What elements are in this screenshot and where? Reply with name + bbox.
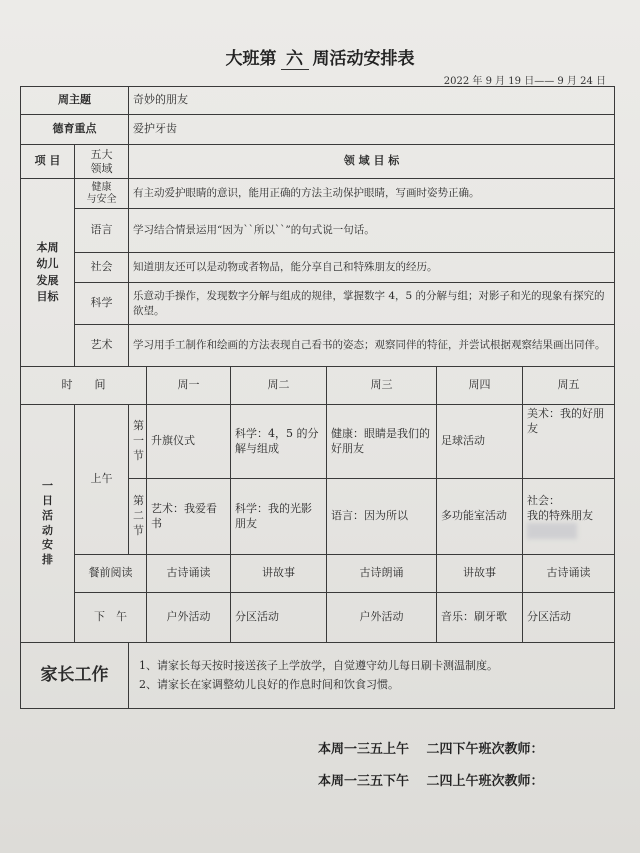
schedule-cell: 讲故事 [231,555,327,593]
schedule-table [20,86,615,709]
footer-line-1: 本周一三五上午 二四下午班次教师： [318,742,544,757]
reading-label: 餐前阅读 [75,555,147,593]
schedule-cell: 分区活动 [231,593,327,643]
goal-row [21,283,615,325]
goal-row [21,253,615,283]
parents-row [21,643,615,709]
goal-text: 学习用手工制作和绘画的方法表现自己看书的姿态；观察同伴的特征，并尝试根据观察结果画出同伴。 [129,325,615,367]
title-suffix: 周活动安排表 [312,49,415,69]
schedule-cell-text: 社会： 我的特殊朋友 [527,493,593,522]
schedule-cell: 古诗诵读 [147,555,231,593]
theme-label: 周主题 [21,87,129,115]
day-wednesday: 周三 [327,367,437,405]
parents-items [129,643,615,709]
goal-domain: 科学 [75,283,129,325]
theme-value: 奇妙的朋友 [129,87,615,115]
goal-row [21,179,615,209]
period1-label: 第 一 节 [129,405,147,479]
day-thursday: 周四 [437,367,523,405]
day-friday: 周五 [523,367,615,405]
day-monday: 周一 [147,367,231,405]
afternoon-row [21,593,615,643]
parents-item: 2、请家长在家调整幼儿良好的作息时间和饮食习惯。 [139,677,399,691]
schedule-header-row [21,367,615,405]
page-title [0,44,640,70]
schedule-cell: 美术：我的好朋友 [523,405,615,479]
period2-label: 第 二 节 [129,479,147,555]
goal-row [21,209,615,253]
redacted-mark [527,523,577,539]
time-header: 时 间 [21,367,147,405]
schedule-cell: 升旗仪式 [147,405,231,479]
goal-text: 学习结合情景运用“因为``所以``”的句式说一句话。 [129,209,615,253]
goals-section-label: 本周 幼儿 发展 目标 [21,179,75,367]
schedule-cell: 足球活动 [437,405,523,479]
domains-header: 五大 领域 [75,145,129,179]
day-tuesday: 周二 [231,367,327,405]
schedule-cell: 艺术：我爱看书 [147,479,231,555]
moral-value: 爱护牙齿 [129,115,615,145]
moral-row [21,115,615,145]
schedule-cell: 分区活动 [523,593,615,643]
schedule-cell: 讲故事 [437,555,523,593]
goal-domain: 健康 与安全 [75,179,129,209]
morning-period1-row [21,405,615,479]
goals-header-row [21,145,615,179]
moral-label: 德育重点 [21,115,129,145]
footer-line-2: 本周一三五下午 二四上午班次教师： [318,774,544,789]
goal-text: 有主动爱护眼睛的意识，能用正确的方法主动保护眼睛，写画时姿势正确。 [129,179,615,209]
goal-row [21,325,615,367]
date-range: 2022 年 9 月 19 日—— 9 月 24 日 [443,76,606,87]
goal-domain: 社会 [75,253,129,283]
goal-text: 知道朋友还可以是动物或者物品，能分享自己和特殊朋友的经历。 [129,253,615,283]
parents-label: 家长工作 [21,643,129,709]
parents-item: 1、请家长每天按时接送孩子上学放学，自觉遵守幼儿每日刷卡测温制度。 [139,658,498,672]
schedule-cell: 健康：眼睛是我们的好朋友 [327,405,437,479]
title-prefix: 大班第 [225,49,277,69]
schedule-cell: 科学：我的光影朋友 [231,479,327,555]
theme-row [21,87,615,115]
schedule-cell: 户外活动 [327,593,437,643]
schedule-cell: 户外活动 [147,593,231,643]
goal-text: 乐意动手操作，发现数字分解与组成的规律，掌握数字 4，5 的分解与组；对影子和光的现象有探究的欲望。 [129,283,615,325]
afternoon-label: 下 午 [75,593,147,643]
targets-header: 领 域 目 标 [129,145,615,179]
activity-label: 一 日 活 动 安 排 [21,405,75,643]
schedule-cell: 语言：因为所以 [327,479,437,555]
schedule-cell-friday-p2 [523,479,615,555]
schedule-cell: 古诗诵读 [523,555,615,593]
reading-row [21,555,615,593]
schedule-cell: 科学：4，5 的分解与组成 [231,405,327,479]
item-header: 项 目 [21,145,75,179]
goal-domain: 语言 [75,209,129,253]
morning-label: 上午 [75,405,129,555]
schedule-cell: 多功能室活动 [437,479,523,555]
schedule-cell: 音乐：刷牙歌 [437,593,523,643]
goal-domain: 艺术 [75,325,129,367]
week-number: 六 [281,44,309,70]
schedule-cell: 古诗朗诵 [327,555,437,593]
